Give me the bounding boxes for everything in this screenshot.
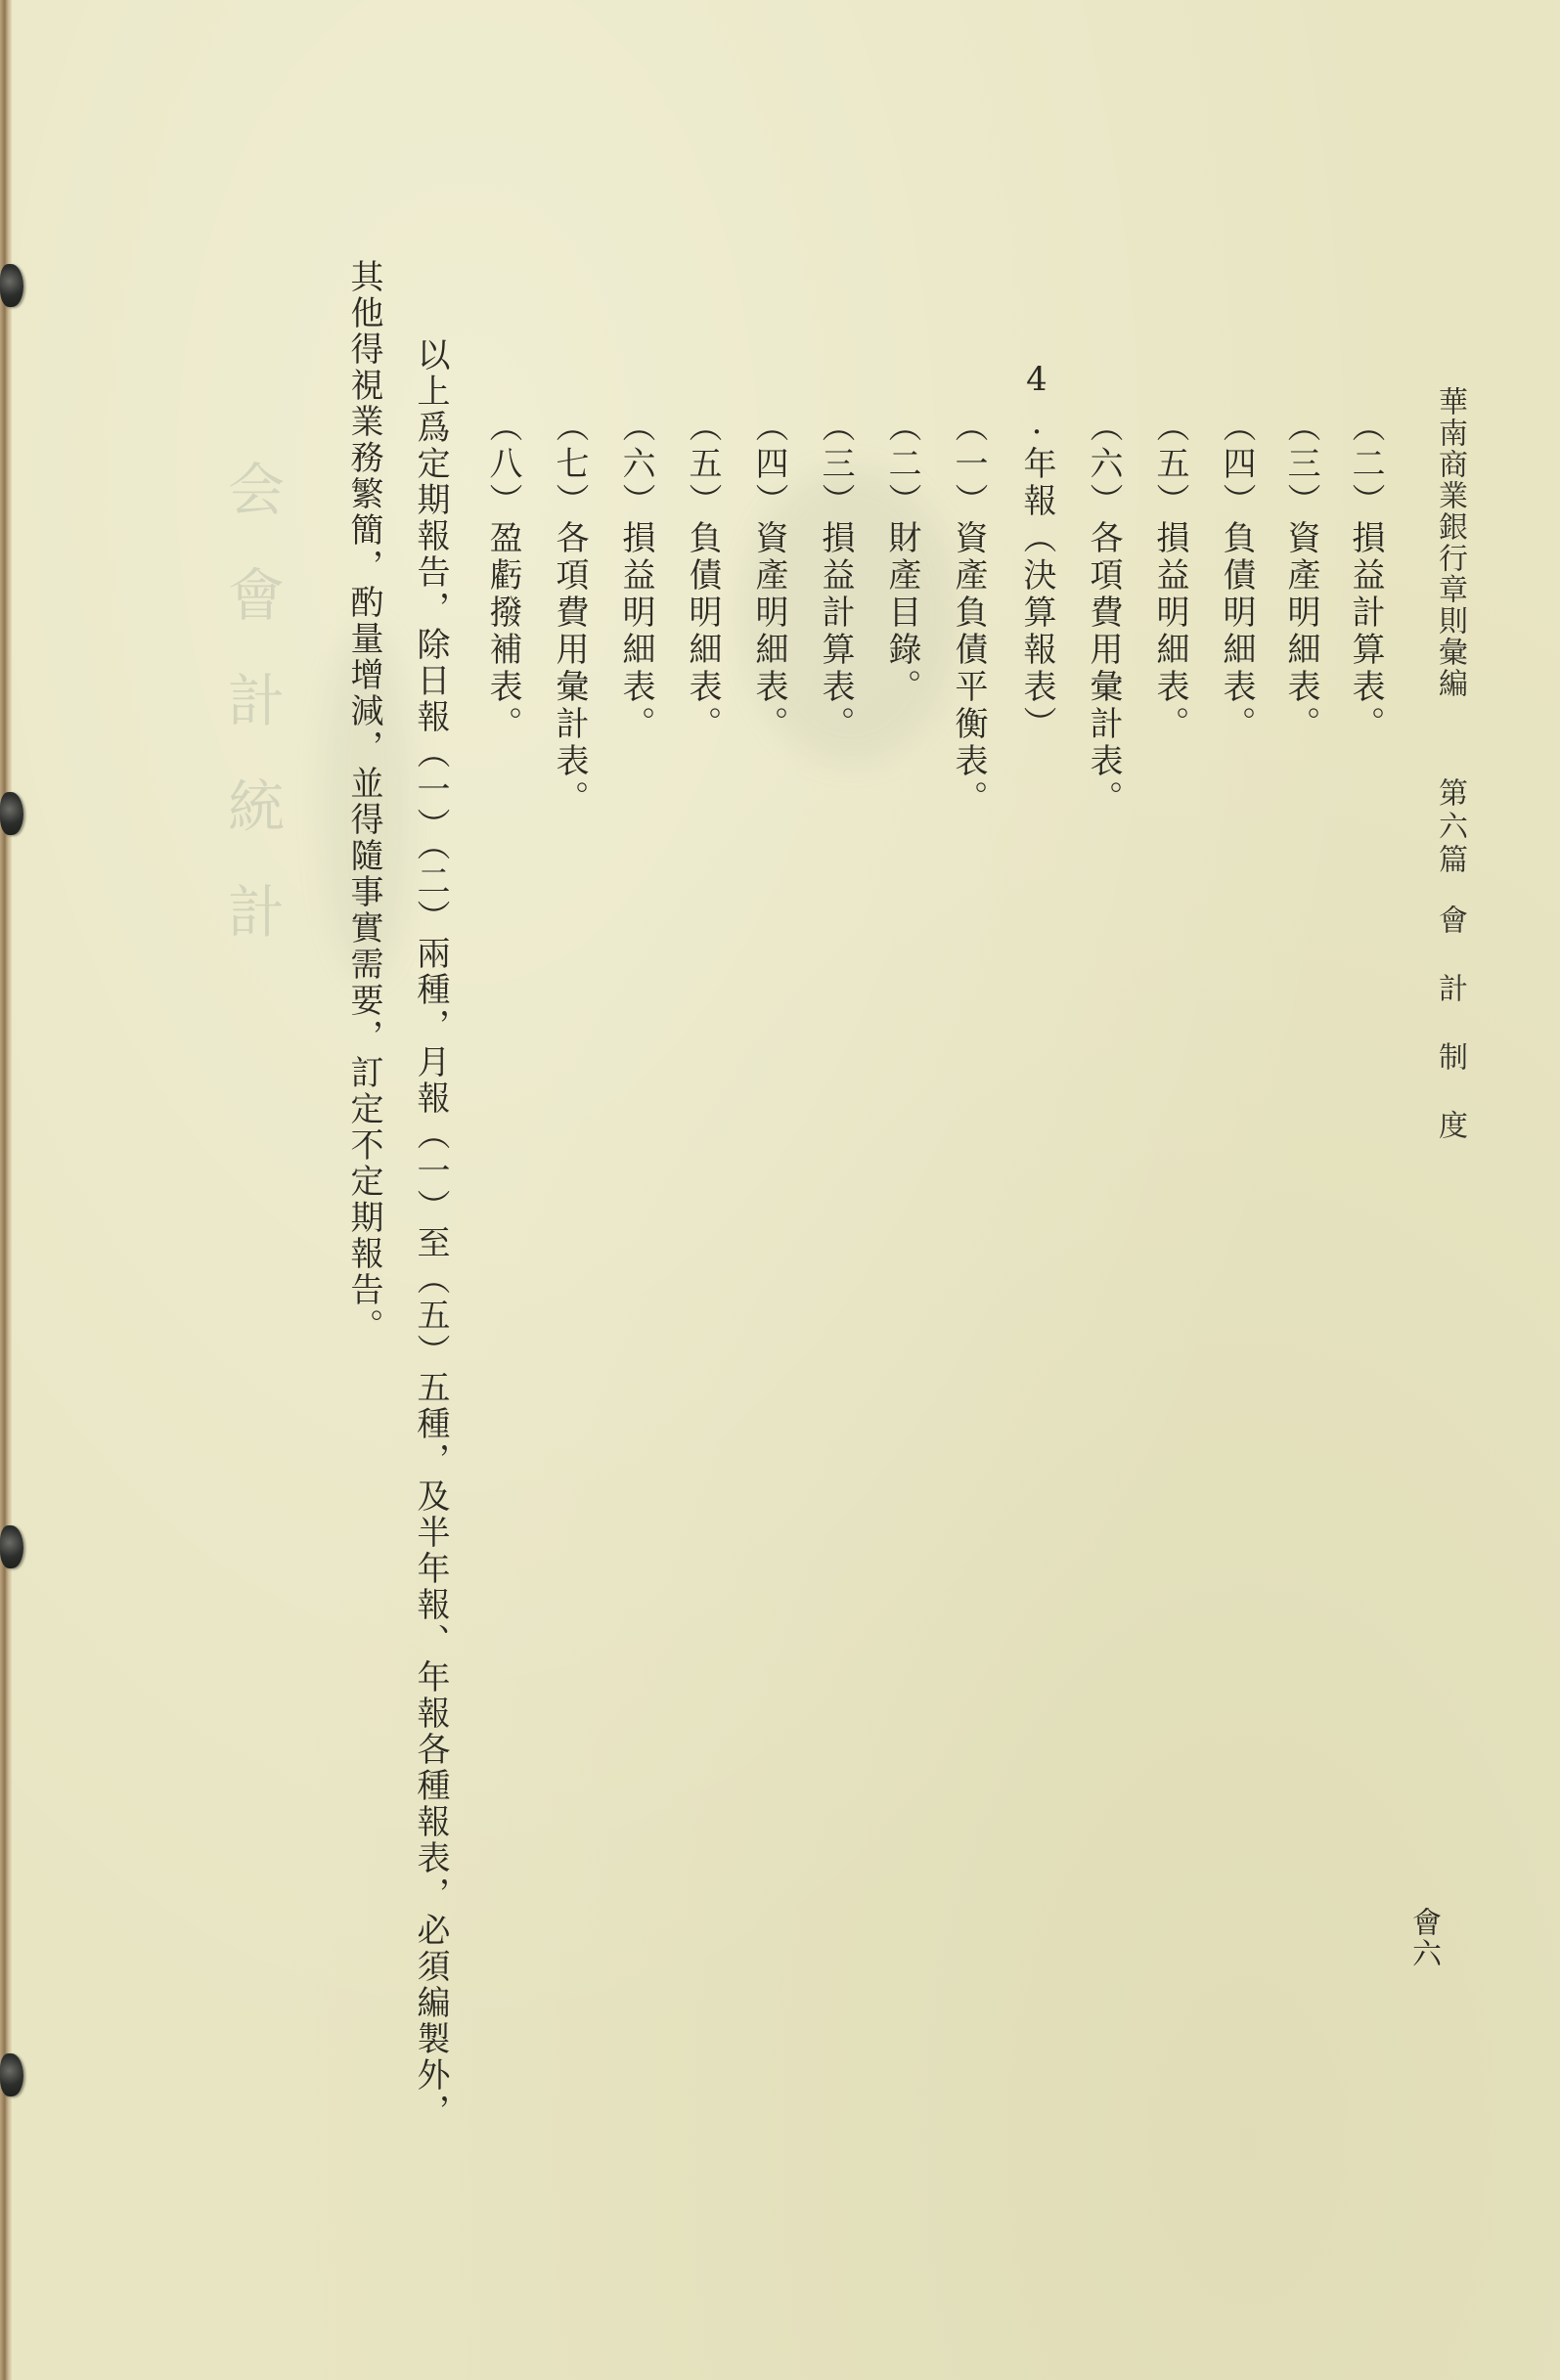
list-item: （五）負債明細表。 <box>683 409 722 743</box>
list-item: （六）各項費用彙計表。 <box>1084 409 1123 817</box>
list-item: （三）損益計算表。 <box>816 409 855 743</box>
list-item: （三）資產明細表。 <box>1281 409 1320 743</box>
paragraph-line: 以上爲定期報告，除日報（一）（二）兩種，月報（一）至（五）五種，及半年報、年報各種報表，必須編製外， <box>411 337 450 2130</box>
binding-hole <box>0 264 23 307</box>
section-label: 第六篇 <box>1433 777 1467 877</box>
binding-hole <box>0 2053 23 2096</box>
book-title: 華南商業銀行章則彙編 <box>1433 386 1467 699</box>
page-number: 會六 <box>1406 1907 1441 1969</box>
list-item: （六）損益明細表。 <box>616 409 655 743</box>
list-item: （一）資產負債平衡表。 <box>949 409 988 817</box>
chapter-char: 度 <box>1433 1110 1467 1143</box>
list-item: （七）各項費用彙計表。 <box>550 409 589 817</box>
chapter-char: 會 <box>1433 904 1467 938</box>
book-spine-edge <box>0 0 12 2380</box>
bleed-through-text: 会會計統計 <box>218 460 285 988</box>
binding-hole <box>0 1525 23 1568</box>
list-item: （二）損益計算表。 <box>1346 409 1385 743</box>
section-heading-annual-report: 4.年報（決算報表） <box>1017 360 1056 743</box>
chapter-char: 計 <box>1433 973 1467 1006</box>
paragraph-line: 其他得視業務繁簡，酌量增減，並得隨事實需要，訂定不定期報告。 <box>344 259 383 1344</box>
list-item: （二）財產目錄。 <box>882 409 921 706</box>
list-item: （五）損益明細表。 <box>1150 409 1189 743</box>
list-item: （四）資產明細表。 <box>749 409 788 743</box>
chapter-char: 制 <box>1433 1041 1467 1075</box>
binding-hole <box>0 792 23 835</box>
list-item: （八）盈虧撥補表。 <box>483 409 522 743</box>
list-item: （四）負債明細表。 <box>1217 409 1256 743</box>
